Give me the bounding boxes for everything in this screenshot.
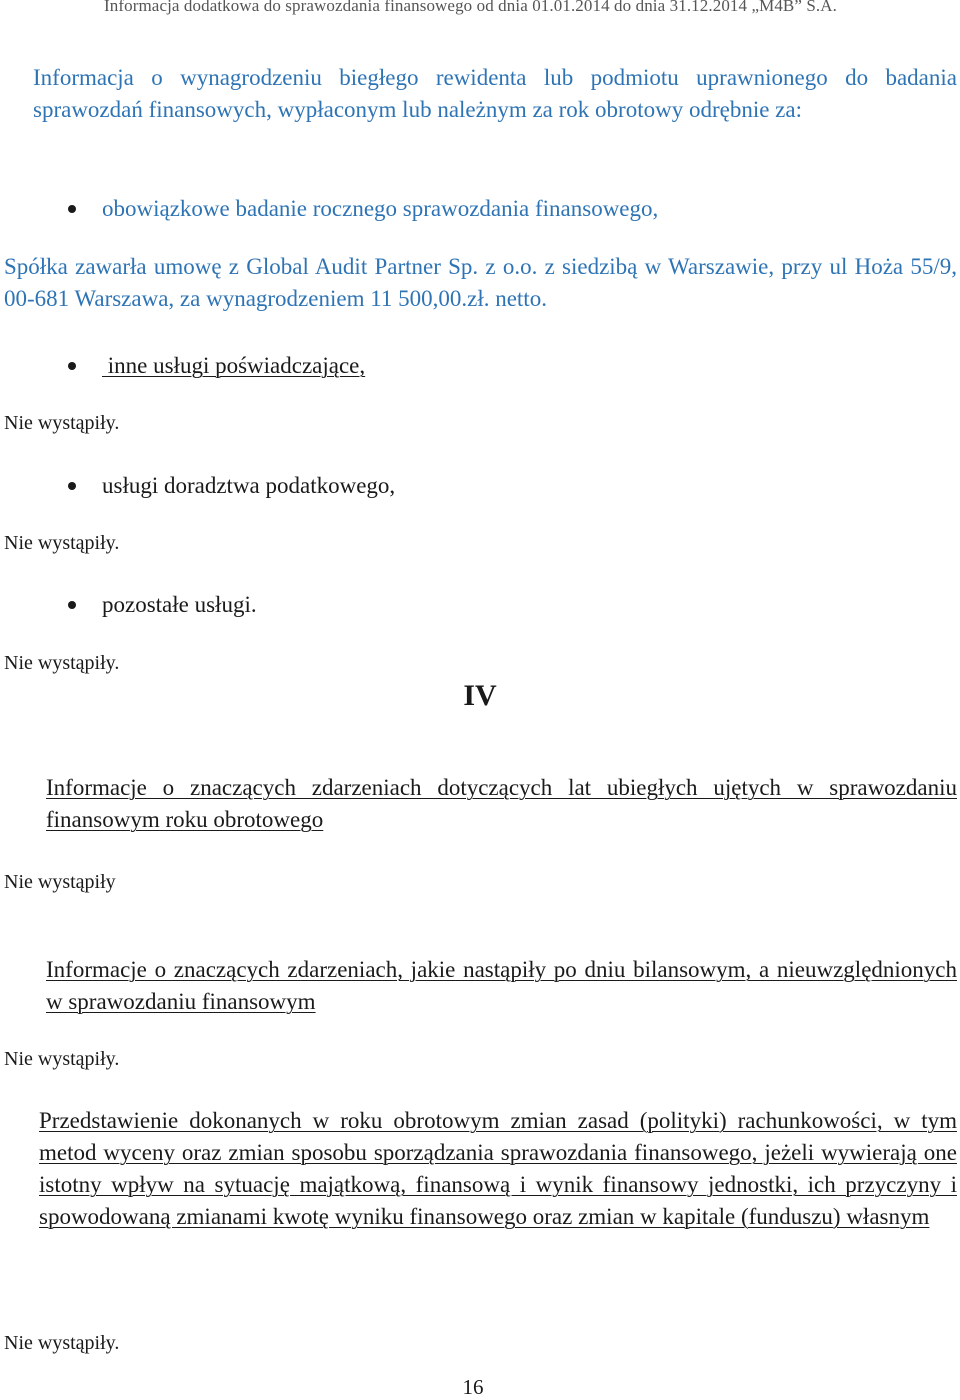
bullet-item — [68, 350, 365, 382]
bullet-icon — [68, 362, 76, 370]
status-text: Nie wystąpiły. — [4, 1048, 120, 1070]
bullet-icon — [68, 482, 76, 490]
section-heading-text: Informacje o znaczących zdarzeniach, jakie nastąpiły po dniu bilansowym, a nieuwzględnionych w sprawozdaniu finansowym — [46, 957, 957, 1014]
bullet-item — [68, 193, 658, 225]
audit-contract-detail: Spółka zawarła umowę z Global Audit Partner Sp. z o.o. z siedzibą w Warszawie, przy ul Hoża 55/9, 00-681 Warszawa, za wynagrodzeniem 11 500,00.zł. netto. — [4, 254, 957, 311]
bullet-icon — [68, 205, 76, 213]
bullet-label: usługi doradztwa podatkowego, — [102, 473, 396, 498]
status-text: Nie wystąpiły. — [4, 412, 120, 434]
bullet-label: pozostałe usługi. — [102, 592, 257, 617]
bullet-item — [68, 589, 257, 621]
status-text: Nie wystąpiły. — [4, 532, 120, 554]
section-heading — [46, 772, 957, 836]
status-text: Nie wystąpiły. — [4, 652, 120, 674]
section-heading — [39, 1105, 957, 1233]
bullet-icon — [68, 601, 76, 609]
section-number: IV — [463, 679, 497, 712]
auditor-fee-intro: Informacja o wynagrodzeniu biegłego rewidenta lub podmiotu uprawnionego do badania sprawozdań finansowych, wypłaconym lub należnym za rok obrotowy odrębnie za: — [33, 65, 957, 122]
section-heading-text: Informacje o znaczących zdarzeniach dotyczących lat ubiegłych ujętych w sprawozdaniu finansowym roku obrotowego — [46, 775, 957, 832]
page-number: 16 — [462, 1375, 484, 1399]
bullet-item — [68, 470, 395, 502]
status-text: Nie wystąpiły. — [4, 1332, 120, 1354]
section-heading-text: Przedstawienie dokonanych w roku obrotowym zmian zasad (polityki) rachunkowości, w tym metod wyceny oraz zmian sposobu sporządzania sprawozdania finansowego, jeżeli wywierają one istotny wpływ na sytuację majątkową, finansową i wynik finansowy jednostki, ich przyczyny i spowodowaną zmianami kwotę wyniku finansowego oraz zmian w kapitale (funduszu) własnym — [39, 1108, 957, 1229]
bullet-label: obowiązkowe badanie rocznego sprawozdania finansowego, — [102, 196, 659, 221]
running-header: Informacja dodatkowa do sprawozdania finansowego od dnia 01.01.2014 do dnia 31.12.2014 „M4B” S.A. — [104, 0, 837, 15]
bullet-label: inne usługi poświadczające, — [102, 353, 366, 378]
status-text: Nie wystąpiły — [4, 871, 116, 893]
section-heading — [46, 954, 957, 1018]
